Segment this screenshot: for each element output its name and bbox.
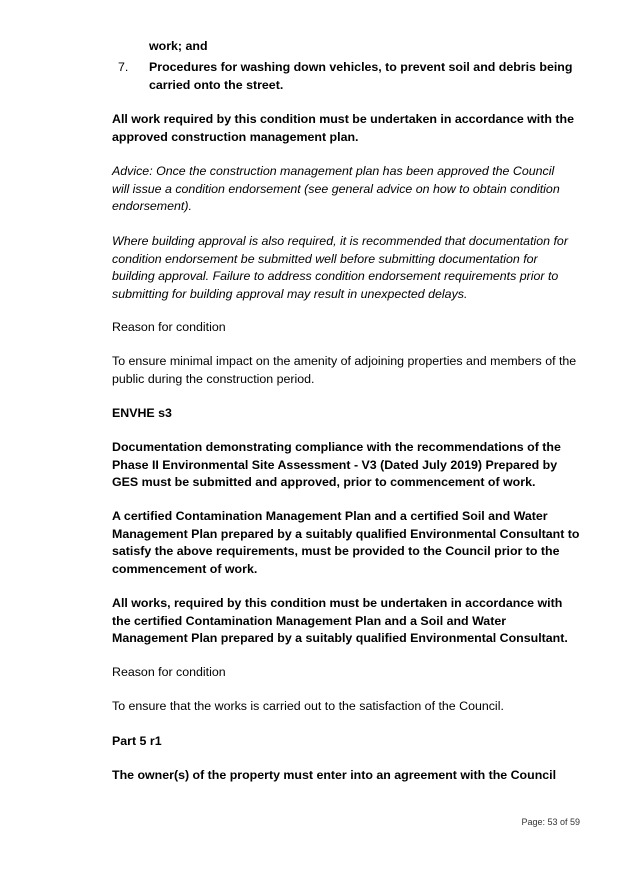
paragraph-reason-text-2: To ensure that the works is carried out to the satisfaction of the Council.: [112, 699, 504, 713]
paragraph-approved-cmp: All work required by this condition must be undertaken in accordance with the approved construction management plan.: [112, 112, 574, 144]
paragraph-advice: Advice: Once the construction management plan has been approved the Council will issue a condition endorsement (see general advice on how to obtain condition endorsement).: [112, 164, 560, 213]
paragraph-certified-plan: A certified Contamination Management Plan and a certified Soil and Water Management Plan prepared by a suitably qualified Environmental Consultant to satisfy the above requirements, must be provided to the Council prior to the commencement of work.: [112, 509, 580, 576]
paragraph-owner-agreement: The owner(s) of the property must enter into an agreement with the Council: [112, 768, 557, 782]
section-heading-envhe: ENVHE s3: [112, 406, 172, 420]
page-number: Page: 53 of 59: [521, 817, 580, 827]
list-continuation: work; and: [149, 39, 208, 53]
reason-heading-2: Reason for condition: [112, 665, 226, 679]
paragraph-building-approval: Where building approval is also required, it is recommended that documentation for condition endorsement be submitted well before submitting documentation for building approval. Failure to address condition endorsement requirements prior to submitting for building approval may result in unexpected delays.: [112, 234, 568, 301]
reason-heading: Reason for condition: [112, 320, 226, 334]
section-heading-part5: Part 5 r1: [112, 734, 162, 748]
paragraph-all-works: All works, required by this condition must be undertaken in accordance with the certified Contamination Management Plan and a Soil and Water Management Plan prepared by a suitably qualified Environmental Consultant.: [112, 596, 568, 645]
list-item-number: 7.: [118, 60, 129, 74]
list-item-text: Procedures for washing down vehicles, to prevent soil and debris being carried onto the street.: [149, 60, 573, 92]
paragraph-reason-text: To ensure minimal impact on the amenity of adjoining properties and members of the public during the construction period.: [112, 354, 577, 386]
paragraph-documentation: Documentation demonstrating compliance with the recommendations of the Phase II Environmental Site Assessment - V3 (Dated July 2019) Prepared by GES must be submitted and approved, prior to commencement of work.: [112, 440, 561, 489]
